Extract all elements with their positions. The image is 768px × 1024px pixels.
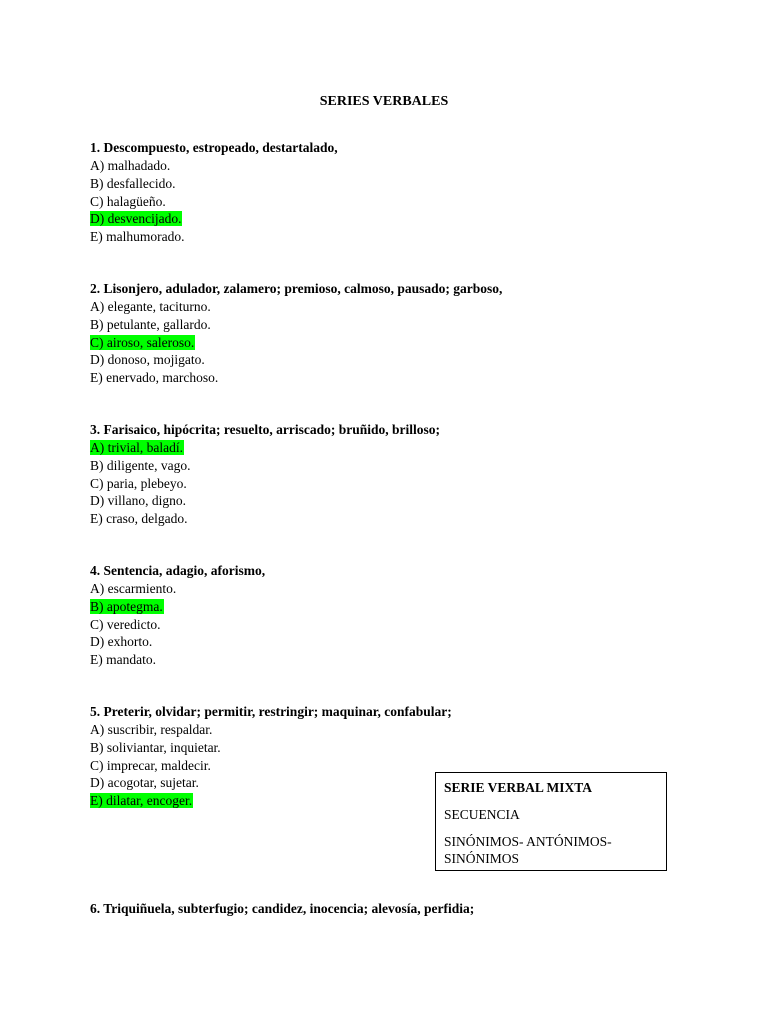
highlighted-answer: D) desvencijado.	[90, 211, 182, 227]
option-text: B) petulante, gallardo.	[90, 316, 211, 332]
option-text: C) imprecar, maldecir.	[90, 757, 211, 773]
option-text: A) escarmiento.	[90, 581, 177, 596]
answer-option-b	[90, 457, 690, 475]
option-text: D) donoso, mojigato.	[90, 352, 205, 368]
option-text: B) diligente, vago.	[90, 457, 191, 473]
answer-option-b-correct	[90, 598, 690, 616]
question-3	[90, 421, 690, 528]
answer-option-e	[90, 369, 690, 387]
option-text: B) desfallecido.	[90, 175, 176, 191]
answer-option-a	[90, 157, 690, 175]
question-stem: 6. Triquiñuela, subterfugio; candidez, inocencia; alevosía, perfidia;	[90, 901, 475, 916]
highlighted-answer: A) trivial, baladí.	[90, 440, 183, 455]
serie-verbal-mixta-box	[435, 772, 667, 871]
page-title: SERIES VERBALES	[319, 94, 449, 109]
highlighted-answer: C) airoso, saleroso.	[90, 334, 195, 350]
answer-option-e	[90, 228, 690, 246]
answer-option-d	[90, 492, 690, 510]
answer-option-c	[90, 193, 690, 211]
option-text: C) veredicto.	[90, 616, 161, 632]
answer-option-a	[90, 580, 690, 598]
answer-option-b	[90, 739, 690, 757]
option-text: D) villano, digno.	[90, 493, 186, 509]
highlighted-answer: E) dilatar, encoger.	[90, 793, 193, 809]
option-text: E) enervado, marchoso.	[90, 370, 219, 386]
option-text: B) soliviantar, inquietar.	[90, 739, 221, 755]
answer-option-b	[90, 316, 690, 334]
question-stem: 5. Preterir, olvidar; permitir, restringir; maquinar, confabular;	[90, 704, 452, 719]
answer-option-e	[90, 510, 690, 528]
question-stem: 3. Farisaico, hipócrita; resuelto, arriscado; bruñido, brilloso;	[90, 422, 440, 437]
question-4	[90, 562, 690, 669]
question-stem: 4. Sentencia, adagio, aforismo,	[90, 563, 266, 578]
option-text: A) suscribir, respaldar.	[90, 722, 213, 737]
option-text: D) exhorto.	[90, 634, 153, 650]
answer-option-c	[90, 475, 690, 493]
question-stem: 2. Lisonjero, adulador, zalamero; premioso, calmoso, pausado; garboso,	[90, 281, 503, 296]
option-text: C) paria, plebeyo.	[90, 475, 187, 491]
answer-option-d	[90, 633, 690, 651]
box-sequence-description: SINÓNIMOS- ANTÓNIMOS- SINÓNIMOS	[444, 834, 612, 866]
option-text: D) acogotar, sujetar.	[90, 775, 199, 791]
answer-option-c	[90, 616, 690, 634]
highlighted-answer: B) apotegma.	[90, 598, 163, 614]
box-title: SERIE VERBAL MIXTA	[444, 780, 593, 795]
answer-option-a	[90, 298, 690, 316]
answer-option-a-correct	[90, 439, 690, 457]
option-text: A) elegante, taciturno.	[90, 299, 211, 314]
option-text: E) malhumorado.	[90, 229, 185, 245]
answer-option-c-correct	[90, 334, 690, 352]
question-stem: 1. Descompuesto, estropeado, destartalado,	[90, 140, 338, 155]
answer-option-d-correct	[90, 210, 690, 228]
option-text: C) halagüeño.	[90, 193, 166, 209]
answer-option-e	[90, 651, 690, 669]
option-text: A) malhadado.	[90, 158, 171, 173]
question-1	[90, 139, 690, 246]
question-6	[90, 900, 690, 918]
box-secuencia-label: SECUENCIA	[444, 807, 520, 822]
answer-option-d	[90, 351, 690, 369]
question-2	[90, 280, 690, 387]
answer-option-b	[90, 175, 690, 193]
option-text: E) craso, delgado.	[90, 511, 188, 527]
option-text: E) mandato.	[90, 652, 156, 668]
answer-option-a	[90, 721, 690, 739]
